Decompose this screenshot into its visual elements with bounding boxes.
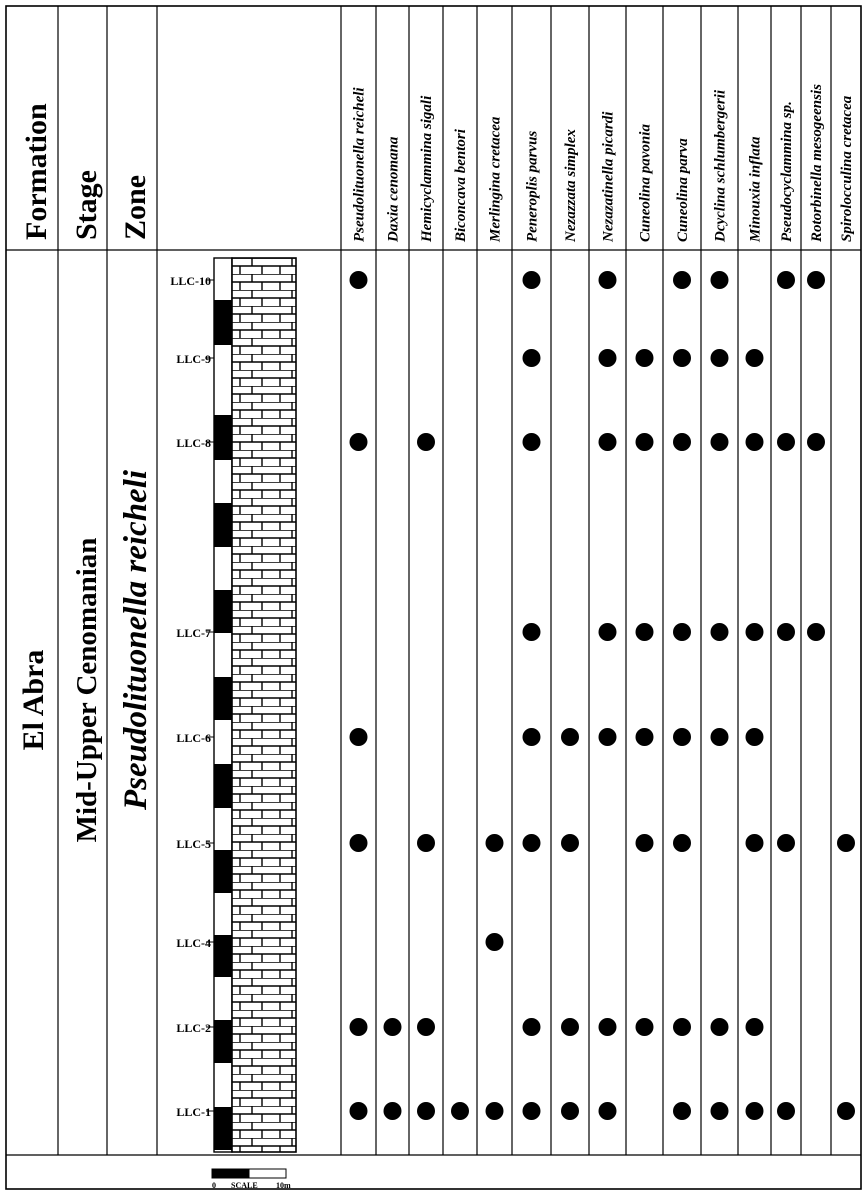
sample-label: LLC-9 — [176, 352, 211, 366]
black-interval — [214, 590, 232, 633]
occurrence-dot — [599, 271, 617, 289]
occurrence-dot — [673, 349, 691, 367]
occurrence-dots — [350, 271, 856, 1120]
occurrence-dot — [561, 1018, 579, 1036]
species-label: Daxia cenomana — [385, 136, 402, 242]
occurrence-dot — [636, 623, 654, 641]
occurrence-dot — [636, 728, 654, 746]
sample-label: LLC-1 — [176, 1105, 211, 1119]
species-label: Cuneolina pavonia — [637, 124, 654, 242]
black-interval — [214, 677, 232, 720]
occurrence-dot — [837, 834, 855, 852]
occurrence-dot — [711, 349, 729, 367]
occurrence-dot — [561, 834, 579, 852]
occurrence-dot — [746, 834, 764, 852]
occurrence-dot — [777, 1102, 795, 1120]
occurrence-dot — [561, 728, 579, 746]
occurrence-dot — [599, 1102, 617, 1120]
occurrence-dot — [523, 349, 541, 367]
occurrence-dot — [711, 728, 729, 746]
species-label: Biconcava bentori — [453, 129, 469, 242]
occurrence-dot — [673, 1102, 691, 1120]
occurrence-dot — [384, 1102, 402, 1120]
occurrence-dot — [523, 1102, 541, 1120]
occurrence-dot — [599, 349, 617, 367]
species-label: Peneroplis parvus — [524, 130, 541, 242]
species-label: Merlingina cretacea — [487, 116, 504, 242]
black-interval — [214, 850, 232, 893]
occurrence-dot — [711, 1018, 729, 1036]
sample-label: LLC-10 — [170, 274, 211, 288]
black-interval — [214, 764, 232, 808]
occurrence-dot — [746, 728, 764, 746]
occurrence-dot — [807, 623, 825, 641]
sample-label: LLC-4 — [176, 936, 211, 950]
sample-label: LLC-2 — [176, 1021, 211, 1035]
occurrence-dot — [746, 1018, 764, 1036]
occurrence-dot — [807, 433, 825, 451]
occurrence-dot — [523, 1018, 541, 1036]
species-label: Minouxia inflata — [747, 136, 764, 242]
black-interval — [214, 503, 232, 547]
species-label: Nezazatinella picardi — [600, 111, 617, 242]
occurrence-dot — [777, 433, 795, 451]
occurrence-dot — [417, 1102, 435, 1120]
species-label: Hemicyclammina sigali — [419, 95, 435, 242]
black-interval — [214, 935, 232, 977]
occurrence-dot — [417, 433, 435, 451]
occurrence-dot — [350, 433, 368, 451]
occurrence-dot — [417, 1018, 435, 1036]
species-label: Pseudocyclammina sp. — [779, 101, 795, 242]
lithologic-column — [214, 258, 296, 1152]
occurrence-dot — [746, 1102, 764, 1120]
species-label: Dcyclina schlumbergerii — [712, 89, 729, 242]
occurrence-dot — [711, 623, 729, 641]
sample-label: LLC-8 — [176, 436, 211, 450]
occurrence-dot — [523, 623, 541, 641]
occurrence-dot — [523, 271, 541, 289]
formation-header: Formation — [20, 103, 53, 240]
black-interval — [214, 1107, 232, 1150]
occurrence-dot — [636, 433, 654, 451]
stage-name: Mid-Upper Cenomanian — [71, 537, 103, 843]
occurrence-dot — [350, 271, 368, 289]
species-label: Nezazzata simplex — [563, 129, 579, 242]
occurrence-dot — [711, 433, 729, 451]
occurrence-dot — [711, 1102, 729, 1120]
scale-bar — [212, 1169, 291, 1190]
occurrence-dot — [523, 728, 541, 746]
species-label: Spirolocculina cretacea — [839, 95, 855, 242]
black-interval — [214, 415, 232, 460]
sample-label: LLC-6 — [176, 731, 211, 745]
occurrence-dot — [807, 271, 825, 289]
occurrence-dot — [523, 834, 541, 852]
occurrence-dot — [486, 933, 504, 951]
occurrence-dot — [673, 728, 691, 746]
occurrence-dot — [777, 623, 795, 641]
occurrence-dot — [711, 271, 729, 289]
occurrence-dot — [777, 271, 795, 289]
occurrence-dot — [599, 623, 617, 641]
occurrence-dot — [486, 834, 504, 852]
occurrence-dot — [599, 728, 617, 746]
black-interval — [214, 1020, 232, 1063]
species-label: Cuneolina parva — [675, 138, 691, 242]
occurrence-dot — [837, 1102, 855, 1120]
scale-min: 0 — [212, 1181, 216, 1190]
formation-name: El Abra — [17, 649, 50, 751]
species-label: Pseudolituonella reicheli — [351, 87, 368, 242]
occurrence-dot — [561, 1102, 579, 1120]
occurrence-dot — [673, 1018, 691, 1036]
occurrence-dot — [673, 623, 691, 641]
sample-label: LLC-7 — [176, 626, 211, 640]
black-interval — [214, 300, 232, 345]
sample-labels — [170, 274, 214, 1119]
stage-header: Stage — [70, 170, 103, 240]
occurrence-dot — [350, 834, 368, 852]
occurrence-dot — [746, 433, 764, 451]
occurrence-dot — [746, 623, 764, 641]
occurrence-dot — [350, 1102, 368, 1120]
scale-max: 10m — [276, 1181, 291, 1190]
zone-header: Zone — [119, 174, 152, 240]
species-header-row — [352, 84, 856, 243]
scale-label: SCALE — [231, 1181, 258, 1190]
species-label: Rotorbinella mesogeensis — [809, 84, 825, 242]
zone-name: Pseudolituonella reicheli — [118, 469, 154, 811]
occurrence-dot — [523, 433, 541, 451]
occurrence-dot — [673, 433, 691, 451]
occurrence-dot — [350, 728, 368, 746]
occurrence-dot — [777, 834, 795, 852]
sample-label: LLC-5 — [176, 837, 211, 851]
occurrence-dot — [599, 433, 617, 451]
occurrence-dot — [417, 834, 435, 852]
occurrence-dot — [636, 834, 654, 852]
occurrence-dot — [673, 834, 691, 852]
occurrence-dot — [636, 349, 654, 367]
occurrence-dot — [599, 1018, 617, 1036]
occurrence-dot — [636, 1018, 654, 1036]
occurrence-dot — [384, 1018, 402, 1036]
occurrence-dot — [673, 271, 691, 289]
occurrence-dot — [746, 349, 764, 367]
occurrence-dot — [451, 1102, 469, 1120]
occurrence-dot — [486, 1102, 504, 1120]
occurrence-dot — [350, 1018, 368, 1036]
